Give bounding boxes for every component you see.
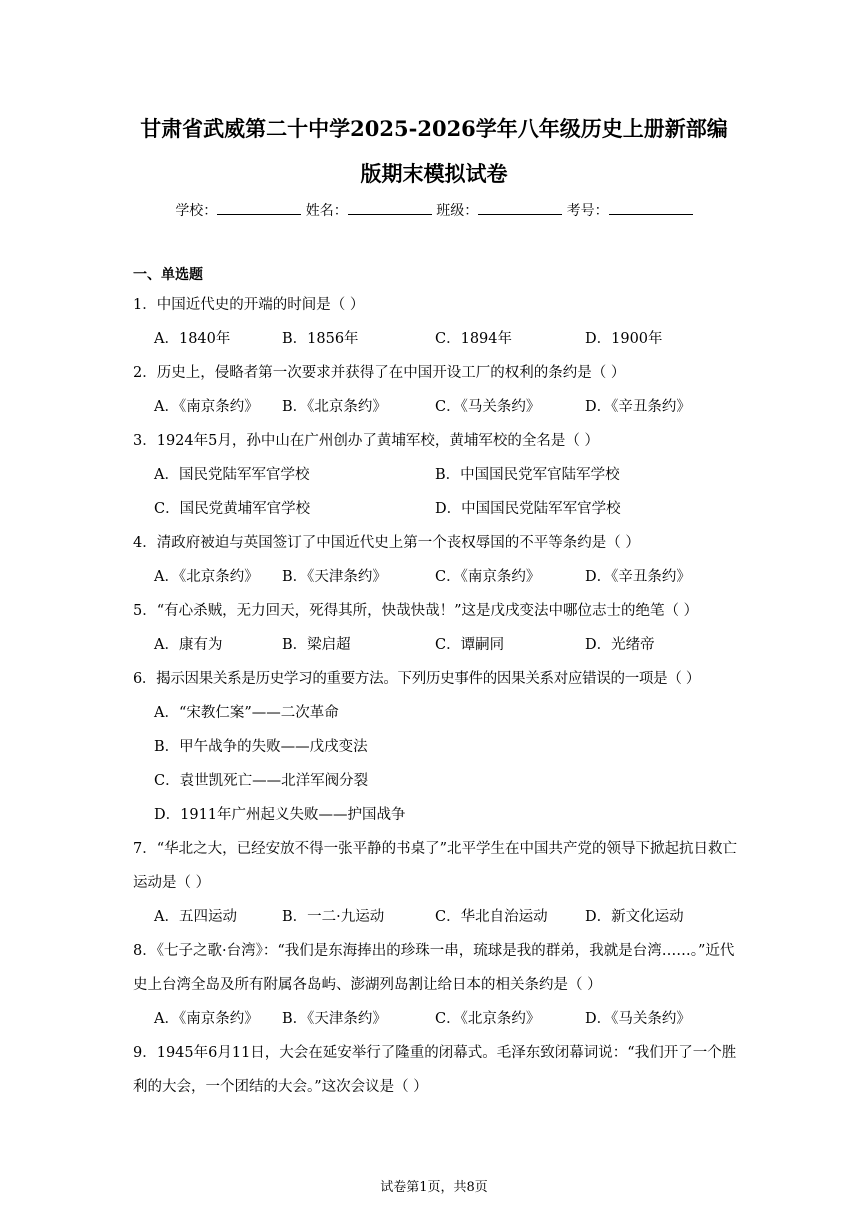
option-b[interactable]: B．梁启超 <box>282 637 351 653</box>
question-3-stem: 3．1924年5月，孙中山在广州创办了黄埔军校，黄埔军校的全名是（ ） <box>133 433 599 449</box>
school-blank[interactable] <box>217 199 301 215</box>
option-c[interactable]: C．《北京条约》 <box>435 1011 541 1027</box>
question-7-stem: 7．“华北之大，已经安放不得一张平静的书桌了”北平学生在中国共产党的领导下掀起抗日救亡运动是（ ） <box>133 841 738 891</box>
question-6-option-b[interactable]: B．甲午战争的失败——戊戌变法 <box>154 739 368 755</box>
option-c[interactable]: C．《马关条约》 <box>435 399 541 415</box>
page-title-line1: 甘肃省武威第二十中学2025-2026学年八年级历史上册新部编 <box>140 116 728 141</box>
option-c[interactable]: C．《南京条约》 <box>435 569 541 585</box>
option-b[interactable]: B．一二·九运动 <box>282 909 385 925</box>
option-d[interactable]: D．光绪帝 <box>585 637 655 653</box>
question-8-stem: 8．《七子之歌·台湾》：“我们是东海捧出的珍珠一串，琉球是我的群弟，我就是台湾……。”近代史上台湾全岛及所有附属各岛屿、澎湖列岛割让给日本的相关条约是（ ） <box>133 943 735 993</box>
question-4-options <box>154 568 754 586</box>
exam-no-blank[interactable] <box>609 199 693 215</box>
student-info-line <box>0 199 868 220</box>
question-6-option-a[interactable]: A．“宋教仁案”——二次革命 <box>154 705 339 721</box>
option-d[interactable]: D．1900年 <box>585 331 663 347</box>
option-a[interactable]: A．《南京条约》 <box>154 1011 259 1027</box>
question-8-options <box>154 1010 754 1028</box>
exam-no-label: 考号： <box>566 203 609 219</box>
question-2-options <box>154 398 754 416</box>
question-6-stem: 6．揭示因果关系是历史学习的重要方法。下列历史事件的因果关系对应错误的一项是（ ） <box>133 671 701 687</box>
section-title: 一、单选题 <box>133 267 203 283</box>
question-1-options <box>154 330 754 348</box>
name-label: 姓名： <box>305 203 348 219</box>
option-c[interactable]: C．华北自治运动 <box>435 909 548 925</box>
question-5-stem: 5．“有心杀贼，无力回天，死得其所，快哉快哉！”这是戊戌变法中哪位志士的绝笔（ ） <box>133 603 699 619</box>
name-blank[interactable] <box>348 199 432 215</box>
option-c[interactable]: C．1894年 <box>435 331 512 347</box>
class-label: 班级： <box>436 203 479 219</box>
question-3-options-row1 <box>154 466 754 484</box>
option-d[interactable]: D．中国国民党陆军军官学校 <box>435 501 621 517</box>
question-6-option-c[interactable]: C．袁世凯死亡——北洋军阀分裂 <box>154 773 369 789</box>
question-9-stem: 9．1945年6月11日，大会在延安举行了隆重的闭幕式。毛泽东致闭幕词说：“我们开了一个胜利的大会，一个团结的大会。”这次会议是（ ） <box>133 1045 737 1095</box>
option-d[interactable]: D．新文化运动 <box>585 909 684 925</box>
option-d[interactable]: D．《辛丑条约》 <box>585 569 691 585</box>
question-4-stem: 4．清政府被迫与英国签订了中国近代史上第一个丧权辱国的不平等条约是（ ） <box>133 535 640 551</box>
option-b[interactable]: B．《天津条约》 <box>282 569 387 585</box>
option-a[interactable]: A．国民党陆军军官学校 <box>154 467 310 483</box>
question-6-option-d[interactable]: D．1911年广州起义失败——护国战争 <box>154 807 406 823</box>
question-1-stem: 1．中国近代史的开端的时间是（ ） <box>133 297 365 313</box>
option-b[interactable]: B．1856年 <box>282 331 359 347</box>
option-a[interactable]: A．康有为 <box>154 637 223 653</box>
class-blank[interactable] <box>478 199 562 215</box>
option-a[interactable]: A．《南京条约》 <box>154 399 259 415</box>
option-b[interactable]: B．中国国民党军官陆军学校 <box>435 467 620 483</box>
page-title-line2: 版期末模拟试卷 <box>360 161 508 186</box>
option-d[interactable]: D．《马关条约》 <box>585 1011 691 1027</box>
question-2-stem: 2．历史上，侵略者第一次要求并获得了在中国开设工厂的权利的条约是（ ） <box>133 365 626 381</box>
question-7-options <box>154 908 754 926</box>
question-5-options <box>154 636 754 654</box>
option-a[interactable]: A．1840年 <box>154 331 231 347</box>
option-b[interactable]: B．《天津条约》 <box>282 1011 387 1027</box>
page-footer: 试卷第1页，共8页 <box>380 1180 488 1195</box>
option-c[interactable]: C．国民党黄埔军官学校 <box>154 501 311 517</box>
option-a[interactable]: A．《北京条约》 <box>154 569 259 585</box>
option-d[interactable]: D．《辛丑条约》 <box>585 399 691 415</box>
school-label: 学校： <box>175 203 218 219</box>
option-c[interactable]: C．谭嗣同 <box>435 637 505 653</box>
option-a[interactable]: A．五四运动 <box>154 909 237 925</box>
question-3-options-row2 <box>154 500 754 518</box>
option-b[interactable]: B．《北京条约》 <box>282 399 387 415</box>
